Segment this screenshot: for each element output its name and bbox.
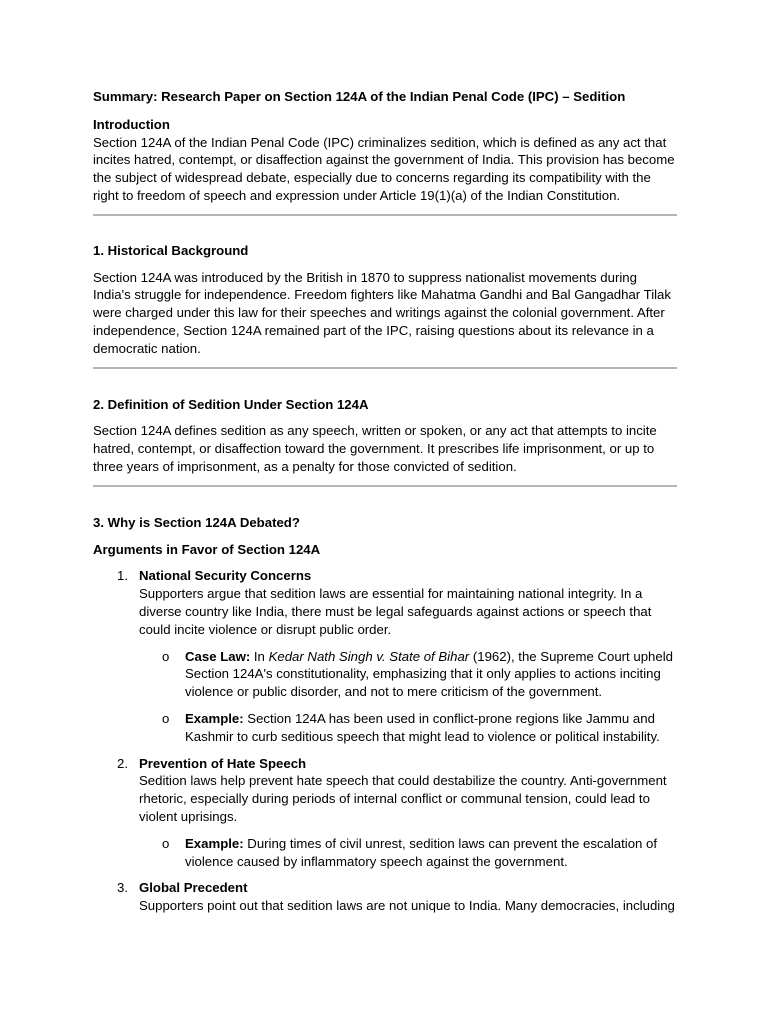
list-number: 1. [117,568,128,584]
document-title: Summary: Research Paper on Section 124A of the Indian Penal Code (IPC) – Sedition [93,89,626,104]
argument-title: Prevention of Hate Speech [139,755,307,771]
section-heading-historical-background: 1. Historical Background [93,242,249,258]
section-heading-debate: 3. Why is Section 124A Debated? [93,514,300,530]
argument-item [93,879,677,915]
case-name: Kedar Nath Singh v. State of Bihar [268,648,470,664]
example-label: Example: [185,835,244,851]
argument-body: Supporters argue that sedition laws are essential for maintaining national integrity. In a diverse country like India, there must be legal safeguards against actions or speech that could incite violence or disrupt public order. [139,586,652,637]
section-divider [93,214,677,216]
sub-list-item [139,835,677,871]
argument-item [93,755,677,871]
arguments-favor-list [93,567,677,915]
document-content [93,88,677,924]
bullet-icon: o [162,835,170,851]
bullet-icon: o [162,710,170,726]
section-body-historical-background: Section 124A was introduced by the British in 1870 to suppress nationalist movements during India's struggle for independence. Freedom fighters like Mahatma Gandhi and Bal Gangadhar Tilak were charged under this law for their speeches and writings against the colonial government. After independence, Section 124A remained part of the IPC, raising questions about its relevance in a democratic nation. [93,269,671,356]
section-body-definition: Section 124A defines sedition as any speech, written or spoken, or any act that attempts to incite hatred, contempt, or disaffection toward the government. It prescribes life imprisonment, or up to three years of imprisonment, as a penalty for those convicted of sedition. [93,423,657,474]
introduction-heading: Introduction [93,116,170,132]
example-text: Section 124A has been used in conflict-prone regions like Jammu and Kashmir to curb seditious speech that might lead to violence or political instability. [185,710,660,744]
list-number: 2. [117,755,128,771]
argument-body: Sedition laws help prevent hate speech that could destabilize the country. Anti-government rhetoric, especially during periods of internal conflict or communal tension, could lead to violent uprisings. [139,773,667,824]
section-divider [93,485,677,487]
sub-list-item [139,710,677,746]
case-law-text-post: (1962), the Supreme Court upheld Section 124A's constitutionality, emphasizing that it only applies to actions inciting violence or public disorder, and not to mere criticism of the government. [185,648,673,700]
list-number: 3. [117,880,128,896]
sub-list-item [139,648,677,701]
argument-body: Supporters point out that sedition laws are not unique to India. Many democracies, including [139,898,675,914]
argument-subitems [139,835,677,871]
arguments-favor-heading: Arguments in Favor of Section 124A [93,541,321,557]
argument-title: Global Precedent [139,880,248,896]
argument-subitems [139,648,677,746]
example-text: During times of civil unrest, sedition laws can prevent the escalation of violence caused by inflammatory speech against the government. [185,835,658,869]
argument-title: National Security Concerns [139,568,312,584]
argument-item [93,567,677,745]
introduction-body: Section 124A of the Indian Penal Code (IPC) criminalizes sedition, which is defined as any act that incites hatred, contempt, or disaffection against the government of India. This provision has become the subject of widespread debate, especially due to concerns regarding its compatibility with the right to freedom of speech and expression under Article 19(1)(a) of the Indian Constitution. [93,134,675,203]
section-heading-definition: 2. Definition of Sedition Under Section 124A [93,396,369,412]
section-divider [93,367,677,369]
bullet-icon: o [162,648,170,664]
case-law-text-pre: In [250,648,269,664]
example-label: Example: [185,710,244,726]
case-law-label: Case Law: [185,648,251,664]
